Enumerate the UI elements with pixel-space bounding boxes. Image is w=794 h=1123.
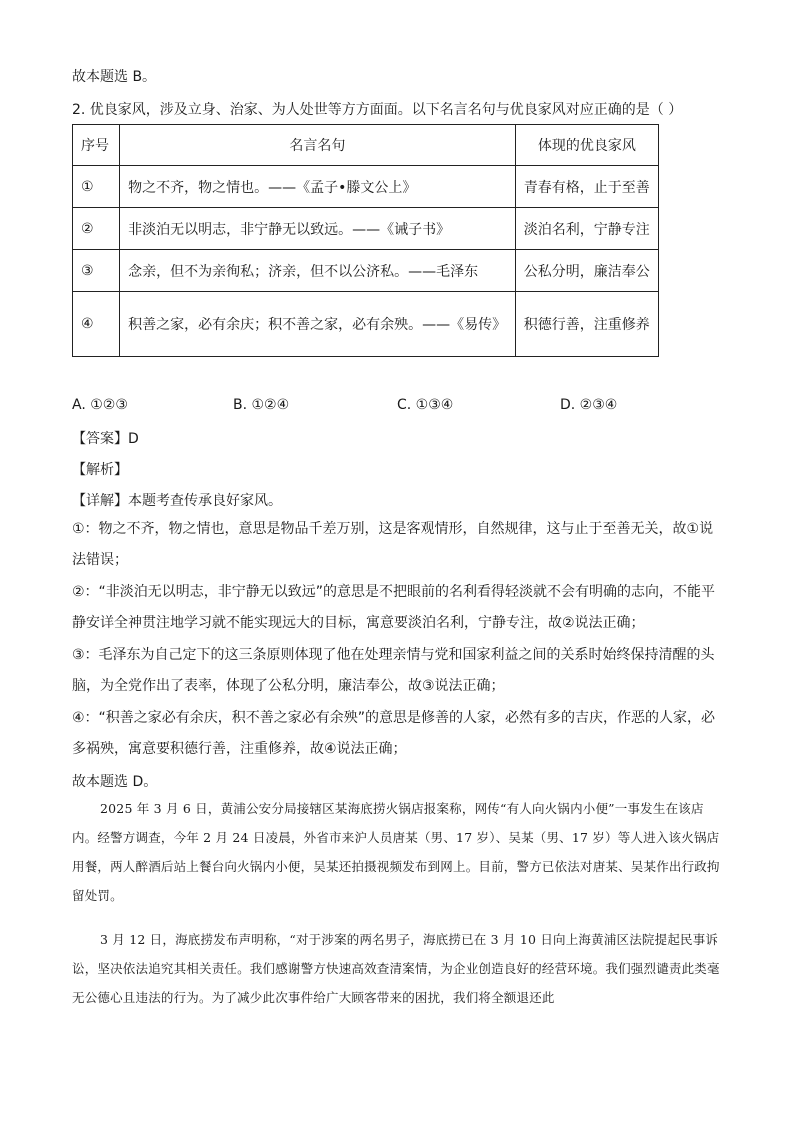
news-paragraph: 2025 年 3 月 6 日，黄浦公安分局接辖区某海底捞火锅店报案称，网传“有人向火锅内小便”一事发生在该店内。经警方调查，今年 2 月 24 日凌晨，外省市来沪人员唐某（男、17 岁）、吴某（男、17 岁）等人进入该火锅店用餐，两人醉酒后站上餐台向火锅内小便，吴某还拍摄视频发布到网上。目前，警方已依法对唐某、吴某作出行政拘留处罚。 xyxy=(72,801,720,903)
row-quote: 念亲，但不为亲徇私；济亲，但不以公济私。——毛泽东 xyxy=(120,250,516,292)
header-number: 序号 xyxy=(73,125,120,166)
previous-answer-conclusion: 故本题选 B。 xyxy=(72,69,157,85)
row-quote: 积善之家，必有余庆；积不善之家，必有余殃。——《易传》 xyxy=(120,292,516,357)
option-c: C. ①③④ xyxy=(397,397,454,413)
explanation-item: ③：毛泽东为自己定下的这三条原则体现了他在处理亲情与党和国家利益之间的关系时始终保持清醒的头脑，为全党作出了表率，体现了公私分明，廉洁奉公，故③说法正确； xyxy=(72,647,715,694)
table-row xyxy=(73,250,659,292)
header-quote: 名言名句 xyxy=(120,125,516,166)
option-a: A. ①②③ xyxy=(72,397,128,413)
explanation-item: ②：“非淡泊无以明志，非宁静无以致远”的意思是不把眼前的名利看得轻淡就不会有明确的志向，不能平静安详全神贯注地学习就不能实现远大的目标，寓意要淡泊名利，宁静专注，故②说法正确； xyxy=(72,584,716,631)
row-family-value: 淡泊名利，宁静专注 xyxy=(515,208,658,250)
explanation-item: ④：“积善之家必有余庆，积不善之家必有余殃”的意思是修善的人家，必然有多的吉庆，作恶的人家，必多祸殃，寓意要积德行善，注重修养，故④说法正确； xyxy=(72,710,716,757)
news-paragraph: 3 月 12 日，海底捞发布声明称，“对于涉案的两名男子，海底捞已在 3 月 10 日向上海黄浦区法院提起民事诉讼，坚决依法追究其相关责任。我们感谢警方快速高效查清案情，为企业创造良好的经营环境。我们强烈谴责此类毫无公德心且违法的行为。为了减少此次事件给广大顾客带来的困扰，我们将全额退还此 xyxy=(72,932,720,1005)
row-quote: 非淡泊无以明志，非宁静无以致远。——《诫子书》 xyxy=(120,208,516,250)
table-row xyxy=(73,292,659,357)
row-number: ③ xyxy=(73,250,120,292)
analysis-label: 【解析】 xyxy=(72,462,128,478)
detail-line: 【详解】本题考查传承良好家风。 xyxy=(72,493,282,509)
option-b: B. ①②④ xyxy=(233,397,290,413)
answer-line: 【答案】D xyxy=(72,431,139,447)
question-stem: 2. 优良家风，涉及立身、治家、为人处世等方方面面。以下名言名句与优良家风对应正确的是（ ） xyxy=(72,102,683,118)
quote-table xyxy=(72,124,659,357)
row-family-value: 公私分明，廉洁奉公 xyxy=(515,250,658,292)
table-header-row xyxy=(73,125,659,166)
row-number: ② xyxy=(73,208,120,250)
option-d: D. ②③④ xyxy=(560,397,618,413)
row-quote: 物之不齐，物之情也。——《孟子•滕文公上》 xyxy=(120,166,516,208)
conclusion-line: 故本题选 D。 xyxy=(72,774,158,790)
table-row xyxy=(73,166,659,208)
header-family-value: 体现的优良家风 xyxy=(515,125,658,166)
row-number: ① xyxy=(73,166,120,208)
explanation-item: ①：物之不齐，物之情也，意思是物品千差万别，这是客观情形，自然规律，这与止于至善无关，故①说法错误； xyxy=(72,521,714,568)
row-family-value: 青春有格，止于至善 xyxy=(515,166,658,208)
row-family-value: 积德行善，注重修养 xyxy=(515,292,658,357)
row-number: ④ xyxy=(73,292,120,357)
table-row xyxy=(73,208,659,250)
